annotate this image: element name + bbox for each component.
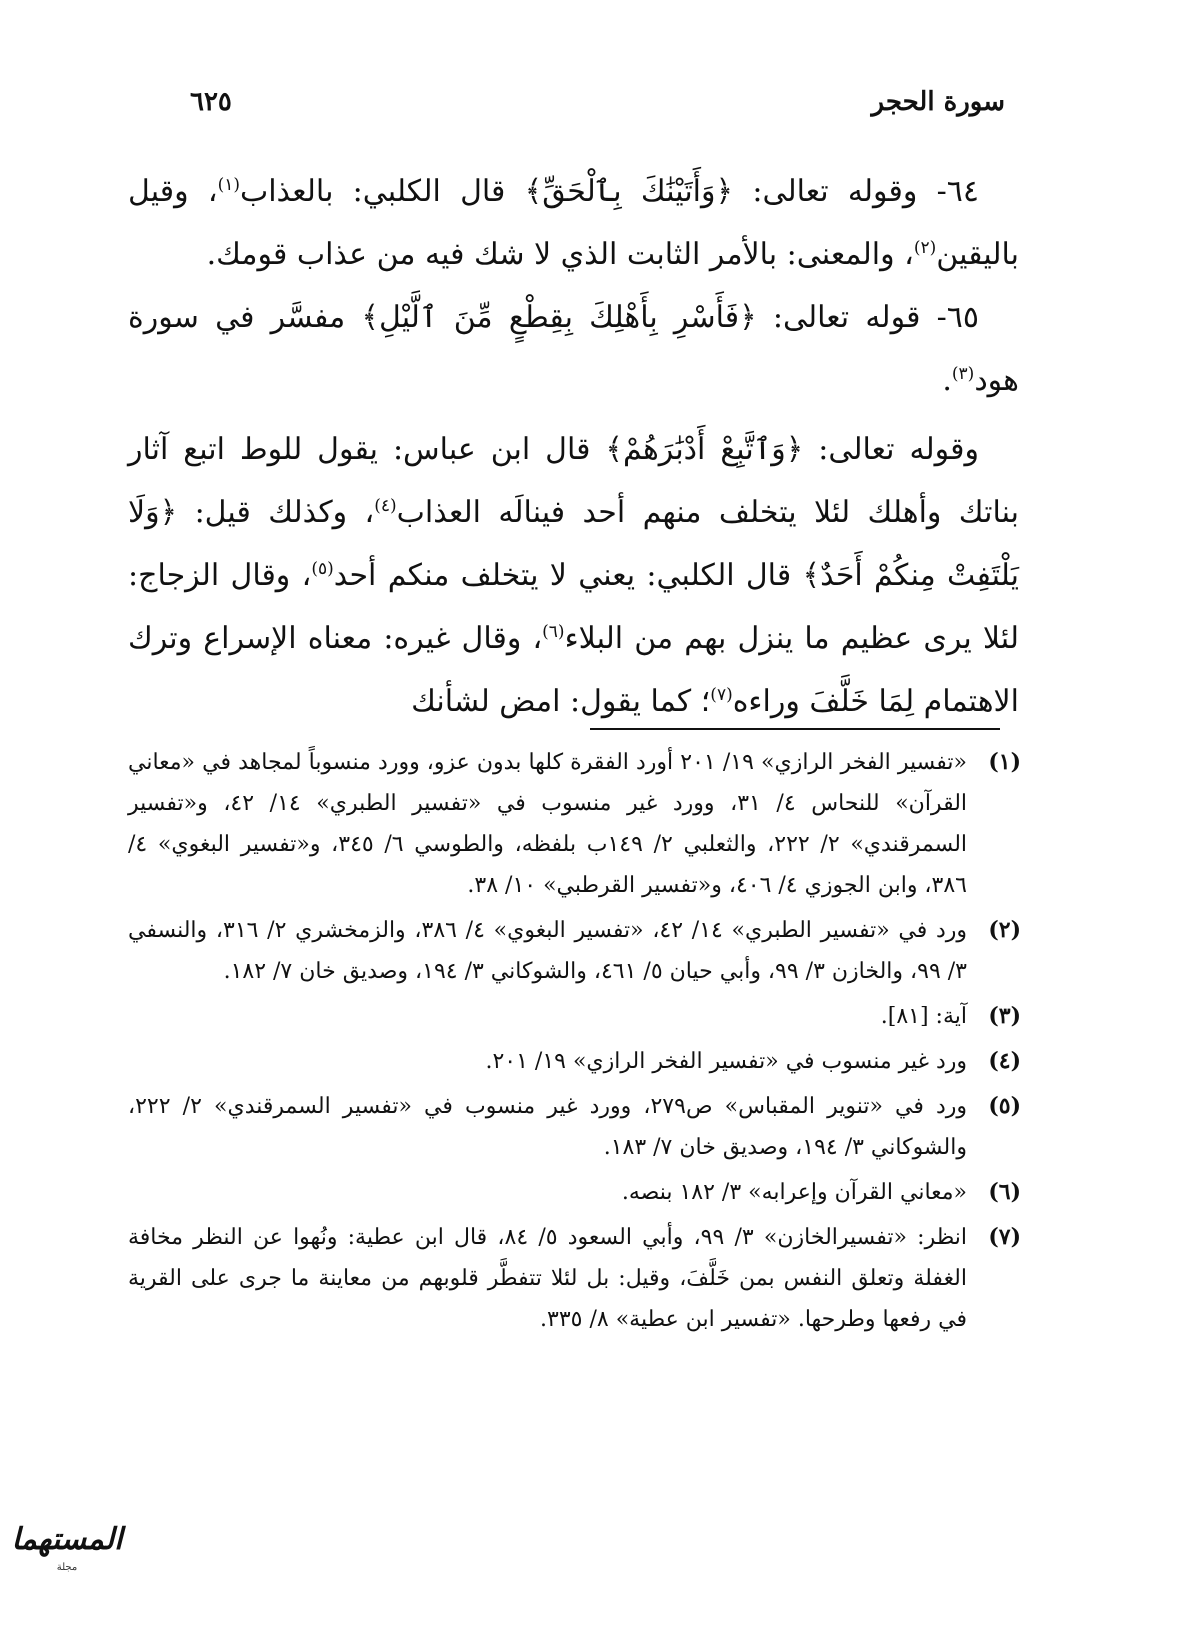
paragraph-text: ٦٤- وقوله تعالى: ﴿وَأَتَيْنَٰكَ بِٱلْحَقِّ﴾ قال الكلبي: بالعذاب	[239, 174, 980, 209]
footnote-number: (٦)	[988, 1179, 1021, 1205]
footnote-item	[128, 1172, 1021, 1213]
paragraph-text: ، وكذلك قيل: ﴿وَلَا يَلْتَفِتْ مِنكُمْ أَحَدٌ﴾ قال الكلبي: يعني لا يتخلف منكم أحد	[128, 495, 1019, 593]
footnote-item	[128, 742, 1021, 906]
surah-title: سورة الحجر	[871, 87, 1005, 117]
footnote-ref: (٧)	[710, 685, 733, 705]
publisher-logo	[6, 1518, 128, 1592]
paragraph-64	[128, 160, 1019, 286]
page-number: ٦٢٥	[190, 87, 232, 117]
paragraph-65	[128, 286, 1019, 412]
paragraph-text: ، وقال الزجاج: لئلا يرى عظيم ما ينزل بهم من البلاء	[128, 558, 1019, 656]
footnote-ref: (٢)	[913, 238, 937, 258]
footnote-text: «تفسير الفخر الرازي» ١٩/ ٢٠١ أورد الفقرة كلها بدون عزو، وورد منسوباً لمجاهد في «معاني القرآن» للنحاس ٤/ ٣١، وورد غير منسوب في «تفسير الطبري» ١٤/ ٤٢، و«تفسير السمرقندي» ٢/ ٢٢٢، والثعلبي ٢/ ١٤٩ب بلفظه، والطوسي ٦/ ٣٤٥، و«تفسير البغوي» ٤/ ٣٨٦، وابن الجوزي ٤/ ٤٠٦، و«تفسير القرطبي» ١٠/ ٣٨.	[128, 750, 968, 898]
page-header	[190, 82, 1005, 122]
logo-main-text: المستهما	[11, 1522, 123, 1557]
footnote-text: ورد غير منسوب في «تفسير الفخر الرازي» ١٩/ ٢٠١.	[485, 1049, 967, 1074]
footnote-ref: (٥)	[311, 559, 334, 579]
footnote-item	[128, 1041, 1021, 1082]
paragraph-text: .	[942, 363, 952, 398]
footnote-text: آية: [٨١].	[880, 1004, 967, 1029]
footnote-number: (١)	[988, 749, 1021, 775]
footnote-ref: (٤)	[374, 496, 397, 516]
footnote-item	[128, 910, 1021, 992]
footnote-number: (٤)	[988, 1048, 1021, 1074]
footnote-item	[128, 1086, 1021, 1168]
paragraph-65-b	[128, 418, 1019, 733]
paragraph-text: ، والمعنى: بالأمر الثابت الذي لا شك فيه من عذاب قومك.	[206, 237, 914, 272]
paragraph-text: ؛ كما يقول: امض لشأنك	[411, 684, 711, 719]
footnote-divider	[590, 728, 1000, 730]
footnote-text: «معاني القرآن وإعرابه» ٣/ ١٨٢ بنصه.	[621, 1180, 967, 1205]
main-text	[128, 160, 1019, 733]
footnote-ref: (١)	[217, 175, 240, 195]
paragraph-text: ، وقال غيره: معناه الإسراع وترك الاهتمام لِمَا خَلَّفَ وراءه	[128, 621, 1019, 719]
paragraph-text: ٦٥- قوله تعالى: ﴿فَأَسْرِ بِأَهْلِكَ بِقِطْعٍ مِّنَ ٱلَّيْلِ﴾ مفسَّر في سورة هود	[128, 300, 1019, 398]
logo-sub-text: مجلة	[56, 1562, 78, 1573]
footnote-item	[128, 996, 1021, 1037]
footnote-ref: (٦)	[542, 622, 565, 642]
footnote-number: (٢)	[988, 917, 1021, 943]
footnote-text: انظر: «تفسيرالخازن» ٣/ ٩٩، وأبي السعود ٥/ ٨٤، قال ابن عطية: ونُهوا عن النظر مخافة الغفلة وتعلق النفس بمن خَلَّفَ، وقيل: بل لئلا تتفطَّر قلوبهم من معاينة ما جرى على القرية في رفعها وطرحها. «تفسير ابن عطية» ٨/ ٣٣٥.	[128, 1225, 968, 1332]
footnote-number: (٥)	[988, 1093, 1021, 1119]
footnote-number: (٣)	[988, 1003, 1021, 1029]
footnote-ref: (٣)	[951, 364, 975, 384]
footnote-number: (٧)	[988, 1224, 1021, 1250]
footnotes	[128, 742, 1021, 1344]
footnote-text: ورد في «تنوير المقباس» ص٢٧٩، وورد غير منسوب في «تفسير السمرقندي» ٢/ ٢٢٢، والشوكاني ٣/ ١٩٤، وصديق خان ٧/ ١٨٣.	[128, 1094, 968, 1160]
paragraph-text: ، وقيل باليقين	[128, 174, 1019, 272]
footnote-text: ورد في «تفسير الطبري» ١٤/ ٤٢، «تفسير البغوي» ٤/ ٣٨٦، والزمخشري ٢/ ٣١٦، والنسفي ٣/ ٩٩، والخازن ٣/ ٩٩، وأبي حيان ٥/ ٤٦١، والشوكاني ٣/ ١٩٤، وصديق خان ٧/ ١٨٢.	[128, 918, 968, 984]
footnote-item	[128, 1217, 1021, 1340]
paragraph-text: وقوله تعالى: ﴿وَٱتَّبِعْ أَدْبَٰرَهُمْ﴾ قال ابن عباس: يقول للوط اتبع آثار بناتك وأهلك لئلا يتخلف منهم أحد فينالَه العذاب	[128, 432, 1019, 530]
